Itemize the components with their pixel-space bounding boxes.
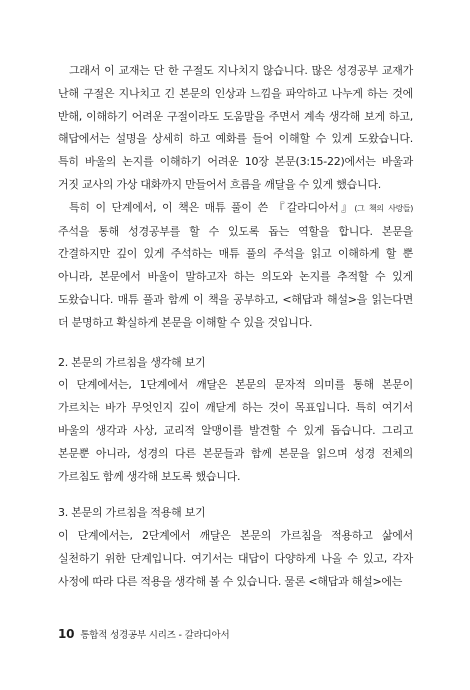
section-heading-2: 2. 본문의 가르침을 생각해 보기 bbox=[58, 355, 206, 369]
page-body bbox=[58, 60, 413, 594]
paragraph-text-rest: 주석을 통해 성경공부를 할 수 있도록 돕는 역할을 합니다. 본문을 간결하지만 깊이 있게 주석하는 매튜 풀의 주석을 읽고 이해하게 할 뿐 아니라, 본문에서 바울이 말하고자 하는 의도와 논지를 추적할 수 있게 도왔습니다. 매튜 풀과 함께 이 책을 공부하고, <해답과 해설>을 읽는다면 더 분명하고 확실하게 본문을 이해할 수 있을 것입니다. bbox=[58, 224, 413, 329]
footnote-small-text: (그 책의 사랑들) bbox=[354, 203, 413, 213]
section-heading-3: 3. 본문의 가르침을 적용해 보기 bbox=[58, 506, 206, 520]
section-body-3: 이 단계에서는, 2단계에서 깨달은 본문의 가르침을 적용하고 삶에서 실천하기 위한 단계입니다. 여기서는 대답이 다양하게 나올 수 있고, 각자 사정에 따라 다른 적용을 생각해 볼 수 있습니다. 물론 <해답과 해설>에는 bbox=[58, 529, 413, 588]
paragraph-intro: 그래서 이 교재는 단 한 구절도 지나치지 않습니다. 많은 성경공부 교재가 난해 구절은 지나치고 긴 본문의 인상과 느낌을 파악하고 나누게 하는 것에 반해, 이해하기 어려운 구절이라도 도움말을 주면서 계속 생각해 보게 하고, 해답에서는 설명을 상세히 하고 예화를 들어 이해할 수 있게 도왔습니다. 특히 바울의 논지를 이해하기 어려운 10장 본문(3:15-22)에서는 바울과 거짓 교사의 가상 대화까지 만들어서 흐름을 깨달을 수 있게 했습니다. bbox=[58, 64, 413, 191]
section-body-2: 이 단계에서는, 1단계에서 깨달은 본문의 문자적 의미를 통해 본문이 가르치는 바가 무엇인지 깊이 깨닫게 하는 것이 목표입니다. 특히 여기서 바울의 생각과 사상, 교리적 알맹이를 발견할 수 있게 돕습니다. 그리고 본문뿐 아니라, 성경의 다른 본문들과 함께 본문을 읽으며 성경 전체의 가르침도 함께 생각해 보도록 했습니다. bbox=[58, 378, 413, 483]
page-number: 10 bbox=[58, 627, 75, 641]
paragraph-text-start: 특히 이 단계에서, 이 책은 매튜 풀이 쓴 『갈라디아서』 bbox=[69, 200, 355, 214]
series-title: 통합적 성경공부 시리즈 - 갈라디아서 bbox=[80, 630, 230, 641]
page-footer bbox=[58, 627, 229, 641]
paragraph-matthew-poole bbox=[58, 197, 413, 335]
